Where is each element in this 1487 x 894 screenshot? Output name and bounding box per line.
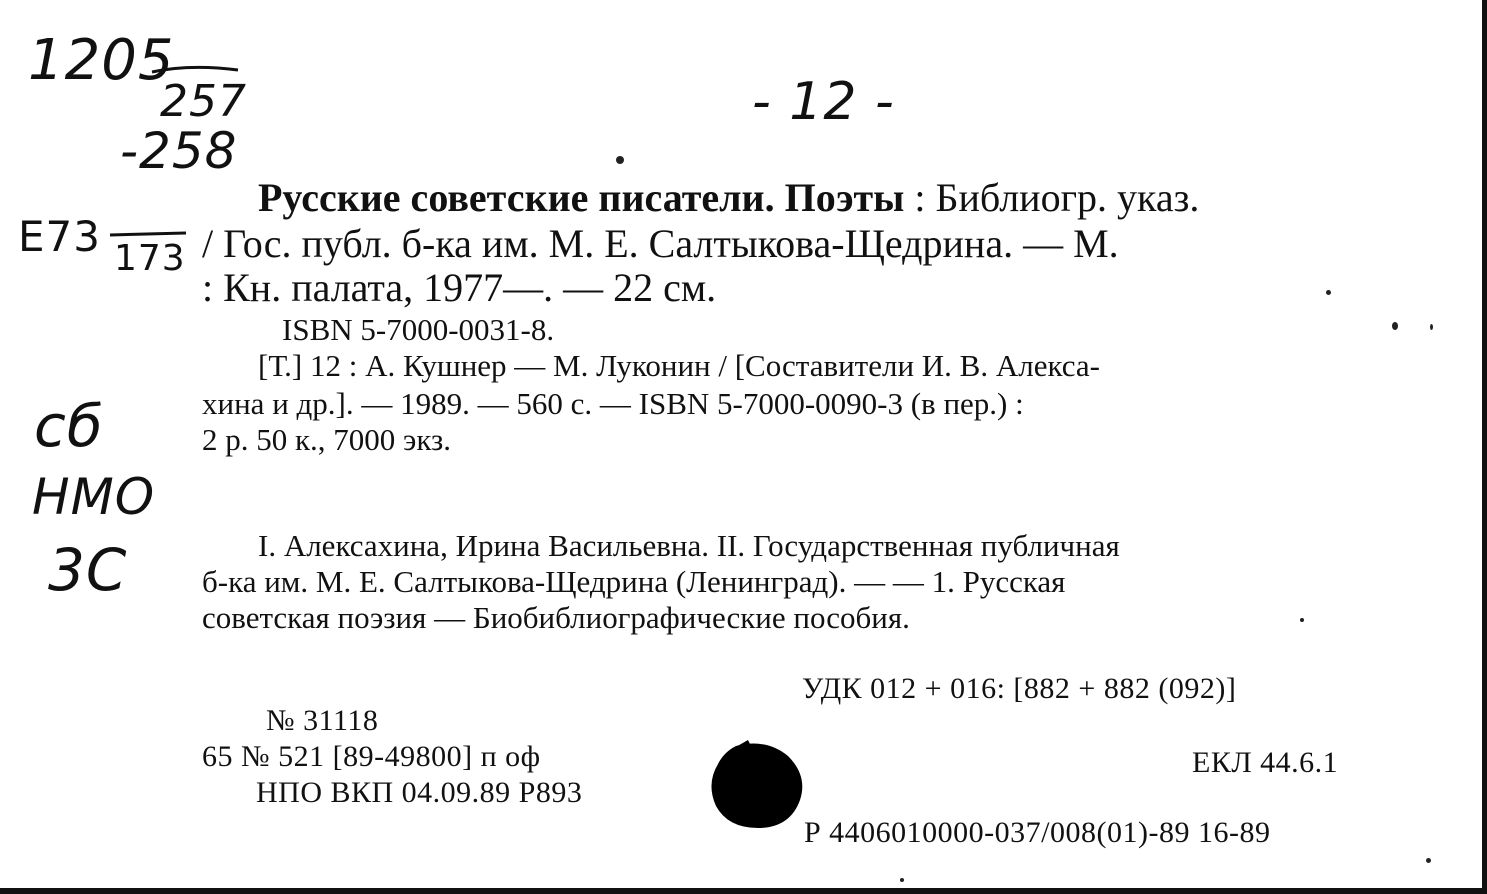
card-bottom-edge bbox=[0, 888, 1487, 894]
record-title-line bbox=[258, 174, 1199, 221]
ink-speck bbox=[1426, 858, 1431, 863]
ink-speck bbox=[1300, 618, 1304, 622]
record-volume-line-1: [Т.] 12 : А. Кушнер — М. Луконин / [Составители И. В. Алекса- bbox=[258, 348, 1100, 383]
record-responsibility: / Гос. публ. б-ка им. М. Е. Салтыкова-Щедрина. — М. bbox=[202, 221, 1119, 266]
handwritten-class-fraction: 173 bbox=[114, 238, 186, 279]
record-volume-line-3: 2 р. 50 к., 7000 экз. bbox=[202, 422, 452, 457]
ekl-code: ЕКЛ 44.6.1 bbox=[1192, 746, 1339, 779]
handwritten-mark-3s: 3С bbox=[48, 536, 128, 604]
handwritten-mark-nmo: НМО bbox=[32, 468, 156, 526]
record-isbn-series: ISBN 5-7000-0031-8. bbox=[282, 312, 555, 347]
record-volume-line-2: хина и др.]. — 1989. — 560 с. — ISBN 5-7000-0090-3 (в пер.) : bbox=[202, 386, 1024, 421]
card-right-edge bbox=[1482, 0, 1487, 894]
handwritten-range-b: -258 bbox=[120, 122, 238, 180]
ink-speck bbox=[1326, 290, 1331, 295]
handwritten-page-number: - 12 - bbox=[752, 72, 895, 132]
handwritten-class-code: E73 bbox=[18, 212, 101, 261]
ink-speck bbox=[1430, 324, 1433, 330]
record-imprint: : Кн. палата, 1977—. — 22 см. bbox=[202, 265, 717, 310]
ink-speck bbox=[616, 156, 624, 164]
ink-speck bbox=[1392, 322, 1398, 330]
record-tracing-line-3: советская поэзия — Биобиблиографические пособия. bbox=[202, 600, 910, 635]
handwritten-shelf-number: 1205 bbox=[28, 28, 175, 93]
card-number: № 31118 bbox=[266, 704, 379, 737]
udk-code: УДК 012 + 016: [882 + 882 (092)] bbox=[802, 672, 1237, 705]
publisher-info: НПО ВКП 04.09.89 Р893 bbox=[256, 776, 583, 809]
record-tracing-line-1: I. Алексахина, Ирина Васильевна. II. Государственная публичная bbox=[258, 528, 1120, 563]
catalog-code: Р 4406010000-037/008(01)-89 16-89 bbox=[804, 816, 1271, 849]
handwritten-range-a: 257 bbox=[160, 76, 247, 127]
order-info: 65 № 521 [89-49800] п оф bbox=[202, 740, 541, 773]
ink-speck bbox=[900, 878, 904, 882]
ink-blot-icon bbox=[706, 740, 806, 830]
record-title: Русские советские писатели. Поэты bbox=[258, 175, 905, 220]
handwritten-mark-sb: сб bbox=[34, 392, 104, 460]
record-tracing-line-2: б-ка им. М. Е. Салтыкова-Щедрина (Ленинград). — — 1. Русская bbox=[202, 564, 1066, 599]
record-title-note: : Библиогр. указ. bbox=[904, 175, 1200, 220]
